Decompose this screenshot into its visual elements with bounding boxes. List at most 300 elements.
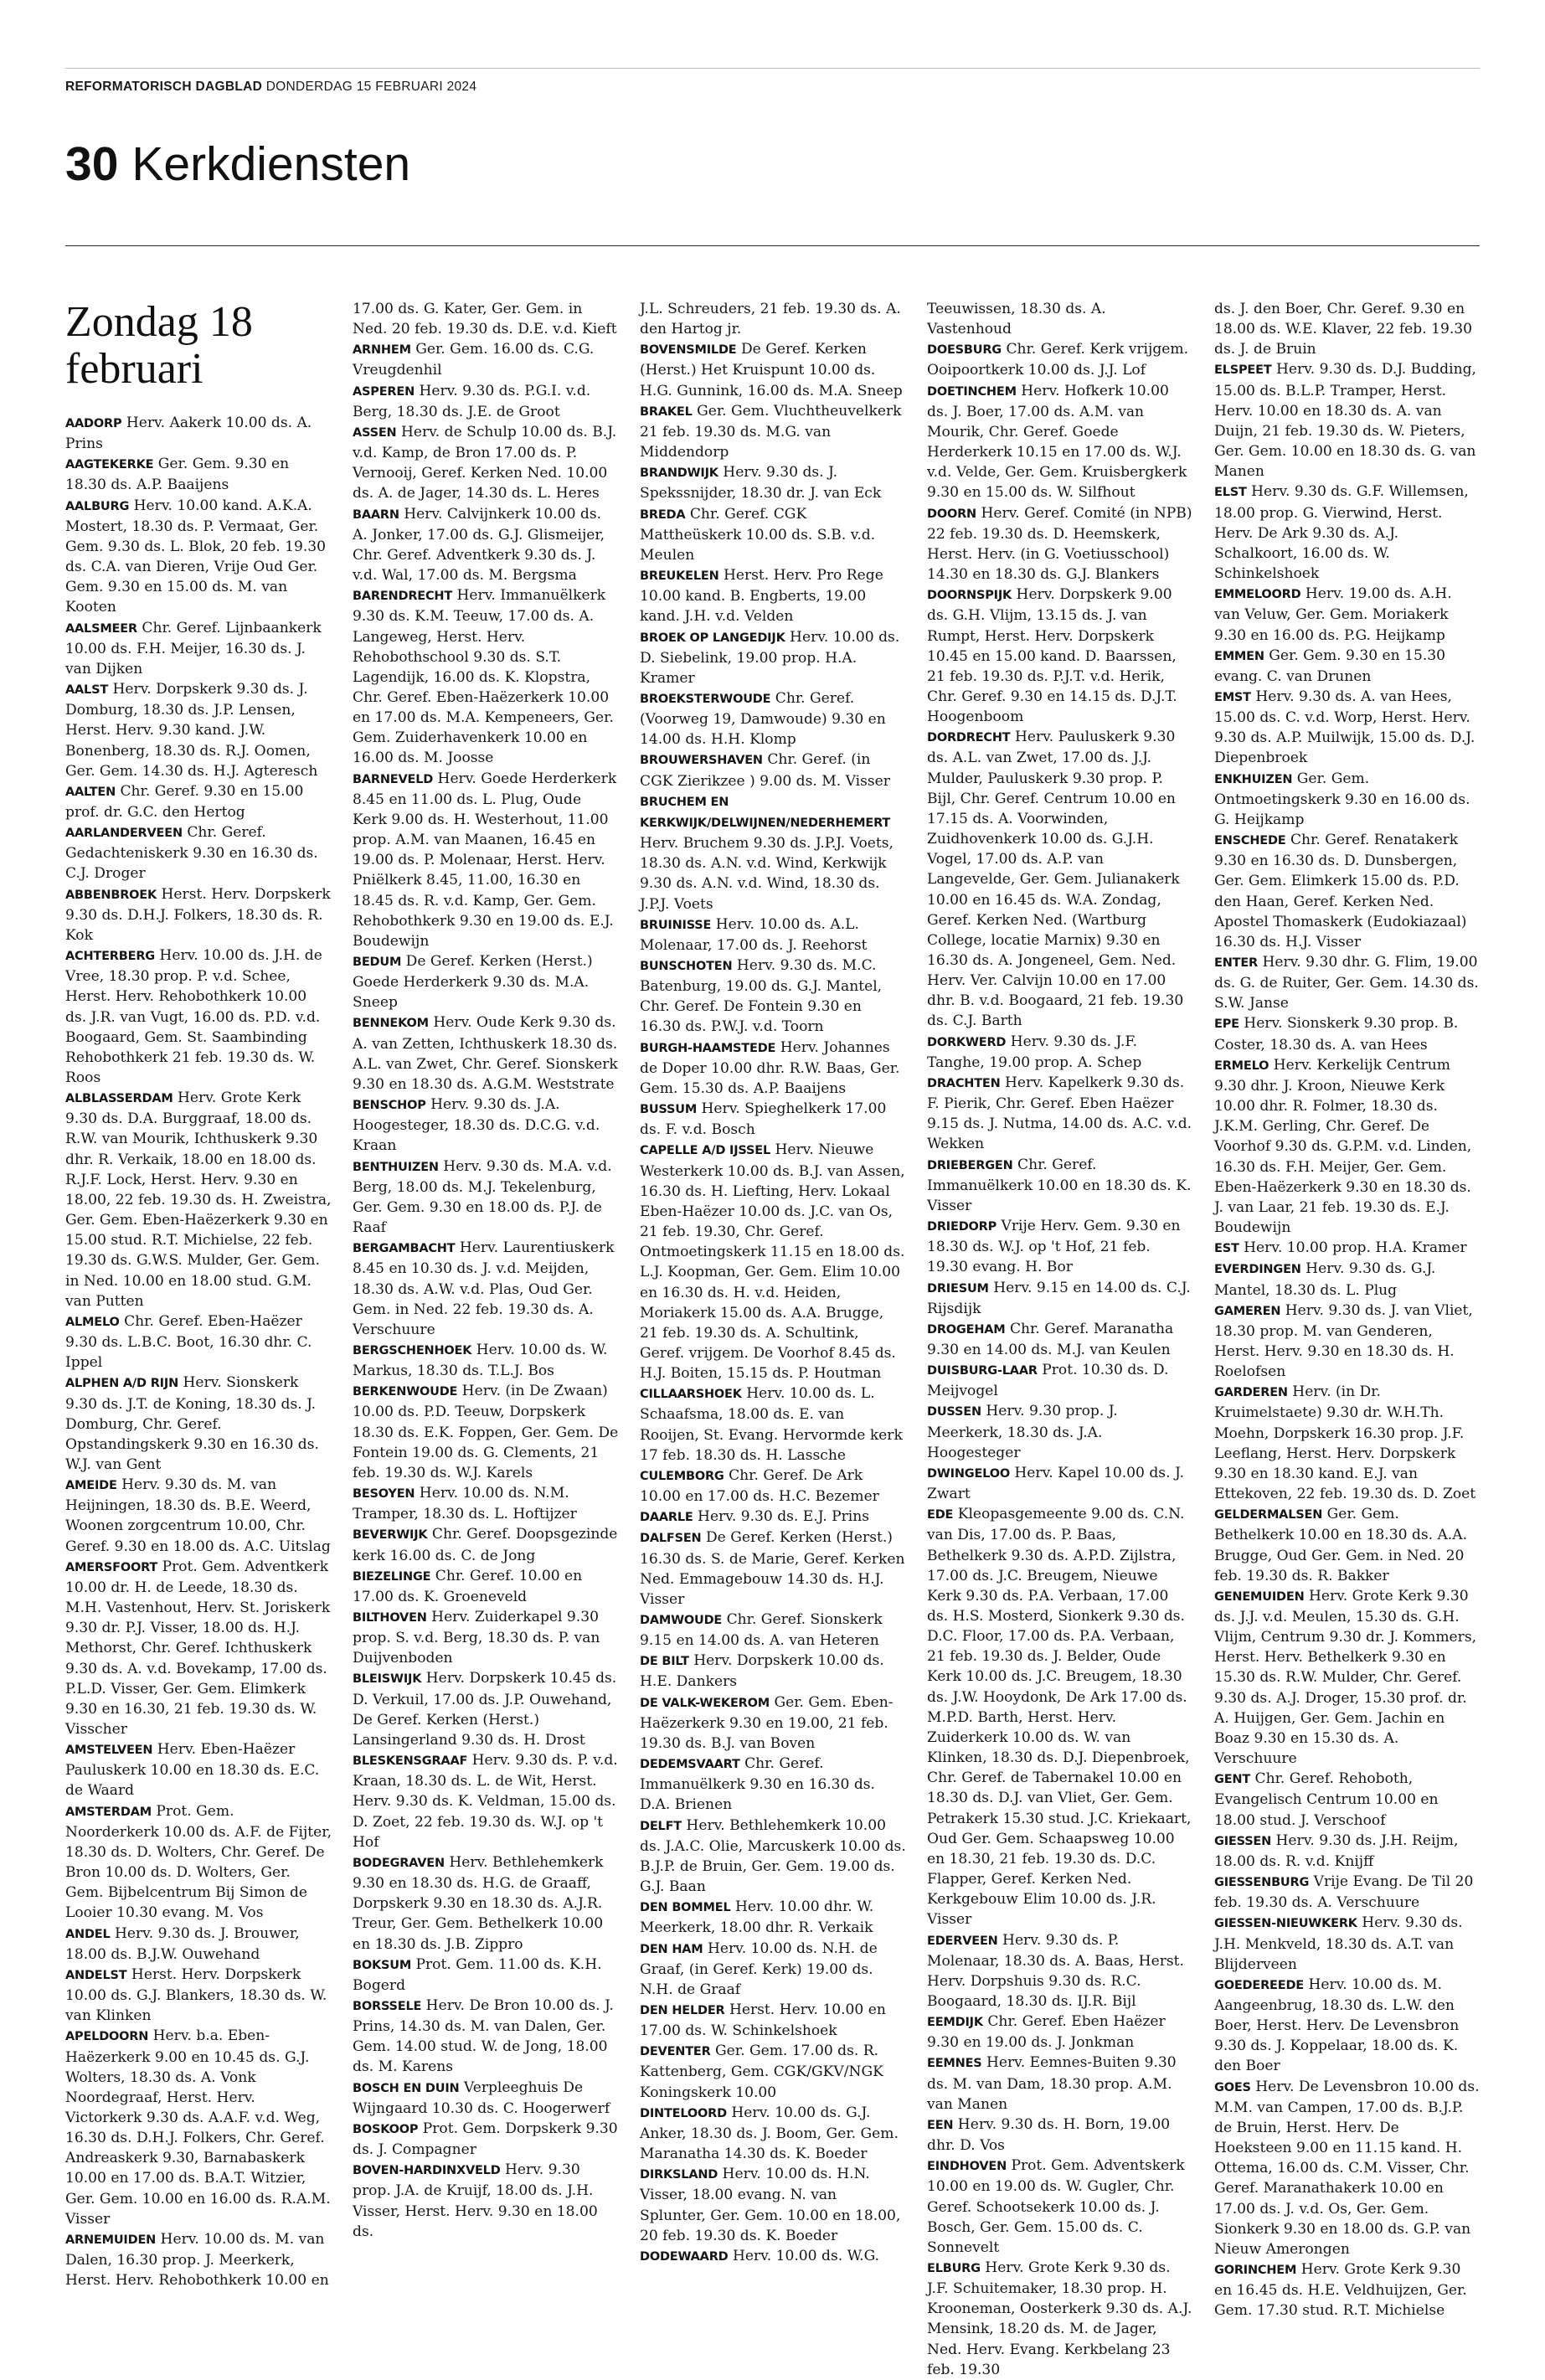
- service-details: Herst. Herv. 10.00 en 17.00 ds. W. Schinkelshoek: [640, 2001, 886, 2040]
- service-details: Herv. Sionskerk 9.30 prop. B. Coster, 18.30 ds. A. van Hees: [1214, 1015, 1459, 1053]
- place-name: ARNHEM: [353, 343, 411, 358]
- service-entry: [640, 688, 906, 750]
- place-name: DE BILT: [640, 1655, 689, 1669]
- place-name: DODEWAARD: [640, 2249, 729, 2264]
- service-entry: [1214, 830, 1481, 952]
- service-details: Herv. 9.30 ds. M.C. Batenburg, 19.00 ds. G.J. Mantel, Chr. Geref. De Fontein 9.30 en 16.30 ds. P.W.J. v.d. Toorn: [640, 957, 883, 1036]
- service-details: Verpleeghuis De Wijngaard 10.30 ds. C. Hoogerwerf: [353, 2079, 610, 2117]
- service-details: Herv. Kapel 10.00 ds. J. Zwart: [927, 1464, 1184, 1503]
- place-name: ERMELO: [1214, 1059, 1269, 1073]
- service-details: Herv. 10.00 ds. L. Schaafsma, 18.00 ds. E. van Rooijen, St. Evang. Hervormde kerk 17 feb. 18.30 ds. H. Lassche: [640, 1385, 903, 1464]
- service-entry: [353, 1157, 619, 1239]
- service-entry: [1214, 2077, 1481, 2259]
- service-details: Herv. Grote Kerk 9.30 ds. D.A. Burggraaf, 18.00 ds. R.W. van Mourik, Ichthuskerk 9.30 dhr. R. Verkaik, 18.00 en 18.00 ds. R.J.F. Lock, Herst. Herv. 9.30 en 18.00, 22 feb. 19.30 ds. H. Zweistra, Ger. Gem. Eben-Haëzerkerk 9.30 en 15.00 stud. R.T. Michielse, 22 feb. 19.30 ds. G.W.S. Mulder, Ger. Gem. in Ned. 10.00 en 18.00 stud. G.M. van Putten: [65, 1090, 332, 1310]
- service-entry: [927, 1319, 1193, 1360]
- service-details: Ger. Gem. Eben-Haëzerkerk 9.30 en 19.00, 21 feb. 19.30 ds. B.J. van Boven: [640, 1693, 894, 1752]
- place-name: DOETINCHEM: [927, 384, 1017, 399]
- service-details: Herv. 9.30 ds. J. Brouwer, 18.00 ds. B.J.W. Ouwehand: [65, 1924, 300, 1963]
- service-entry: [1214, 1259, 1481, 1300]
- service-entry: [65, 1088, 332, 1311]
- service-details: Vrije Evang. De Til 20 feb. 19.30 ds. A. Verschuure: [1214, 1873, 1474, 1912]
- place-name: ALPHEN A/D RIJN: [65, 1377, 179, 1391]
- place-name: ELBURG: [927, 2262, 981, 2275]
- service-entry: [640, 1099, 906, 1140]
- service-entry: [640, 1140, 906, 1383]
- service-details: Chr. Geref. Maranatha 9.30 en 14.00 ds. M.J. van Keulen: [927, 1320, 1174, 1358]
- service-details: Herv. 9.30 prop. J.A. de Kruijf, 18.00 ds. J.H. Visser, Herst. Herv. 9.30 en 18.00 ds.: [353, 2161, 598, 2240]
- service-details: 17.00 ds. G. Kater, Ger. Gem. in Ned. 20 feb. 19.30 ds. D.E. v.d. Kieft: [353, 301, 617, 338]
- service-details: Herv. 10.00 dhr. W. Meerkerk, 18.00 dhr. R. Verkaik: [640, 1898, 874, 1937]
- place-name: BOSKOOP: [353, 2122, 419, 2136]
- service-entry: [640, 750, 906, 791]
- service-entry: [65, 679, 332, 781]
- place-name: BENNEKOM: [353, 1017, 429, 1031]
- service-details: Herv. 10.00 ds. N.M. Tramper, 18.30 ds. L. Hoftijzer: [353, 1485, 577, 1523]
- place-name: DWINGELOO: [927, 1466, 1010, 1481]
- service-details: Ger. Gem. Ontmoetingskerk 9.30 en 16.00 ds. G. Heijkamp: [1214, 770, 1470, 828]
- service-entry: [1214, 646, 1481, 687]
- top-rule: [65, 68, 1480, 69]
- place-name: ANDEL: [65, 1927, 111, 1941]
- place-name: BUNSCHOTEN: [640, 960, 733, 973]
- service-details: Prot. Gem. 11.00 ds. K.H. Bogerd: [353, 1955, 602, 1994]
- service-entry: [640, 2041, 906, 2102]
- service-entry: [927, 381, 1193, 503]
- place-name: AADORP: [65, 417, 122, 430]
- column-2: [353, 299, 619, 2240]
- service-entry: [1214, 1913, 1481, 1974]
- place-name: ABBENBROEK: [65, 888, 157, 902]
- service-details: Herv. Dorpskerk 10.45 ds. D. Verkuil, 17.00 ds. J.P. Ouwehand, De Geref. Kerken (Herst.) Lansingerland 9.30 ds. H. Drost: [353, 1670, 617, 1749]
- service-details: Herv. 9.30 prop. J. Meerkerk, 18.30 ds. J.A. Hoogesteger: [927, 1403, 1118, 1461]
- place-name: DAARLE: [640, 1511, 693, 1525]
- day-title: Zondag 18 februari: [65, 298, 253, 393]
- service-entry: [640, 1466, 906, 1507]
- service-details: Herv. Zuiderkapel 9.30 prop. S. v.d. Berg, 18.30 ds. P. van Duijvenboden: [353, 1609, 600, 1667]
- place-name: GOES: [1214, 2080, 1251, 2094]
- place-name: AALTEN: [65, 785, 116, 799]
- service-details: Herv. 10.00 ds. W.G.: [732, 2247, 880, 2264]
- service-entry: [353, 1095, 619, 1156]
- place-name: BORSSELE: [353, 1999, 422, 2013]
- service-details: Herv. 9.30 ds. J.F. Tanghe, 19.00 prop. A. Schep: [927, 1033, 1142, 1071]
- place-name: AMEIDE: [65, 1479, 117, 1493]
- service-entry: [927, 1278, 1193, 1319]
- place-name: GELDERMALSEN: [1214, 1508, 1323, 1522]
- place-name: DUSSEN: [927, 1405, 981, 1419]
- service-entry: [1214, 1586, 1481, 1769]
- place-name: DEN HAM: [640, 1942, 703, 1956]
- place-name: BOVENSMILDE: [640, 343, 737, 358]
- service-details: J.L. Schreuders, 21 feb. 19.30 ds. A. den Hartog jr.: [640, 301, 901, 338]
- service-details: Herv. Geref. Comité (in NPB) 22 feb. 19.30 ds. D. Heemskerk, Herst. Herv. (in G. Voetiusschool) 14.30 en 18.30 ds. G.J. Blankers: [927, 504, 1192, 584]
- service-entry: [353, 1668, 619, 1750]
- place-name: DRACHTEN: [927, 1076, 1001, 1090]
- service-details: Herv. Laurentiuskerk 8.45 en 10.30 ds. J. v.d. Meijden, 18.30 ds. A.W. v.d. Plas, Oud Ger. Gem. in Ned. 22 feb. 19.30 ds. A. Verschuure: [353, 1239, 615, 1338]
- service-details: Kleopasgemeente 9.00 ds. C.N. van Dis, 17.00 ds. P. Baas, Bethelkerk 9.30 ds. A.P.D. Zijlstra, 17.00 ds. J.C. Breugem, Nieuwe Kerk 9.30 ds. P.A. Verbaan, 17.00 ds. H.S. Mosterd, Sionkerk 9.30 ds. D.C. Floor, 17.00 ds. P.A. Verbaan, 21 feb. 19.30 ds. J. Belder, Oude Kerk 10.00 ds. J.C. Breugem, 18.30 ds. J.W. Hooydonk, De Ark 17.00 ds. M.P.D. Barth, Herst. Herv. Zuiderkerk 10.00 ds. W. van Klinken, 18.30 ds. D.J. Diepenbroek, Chr. Geref. de Tabernakel 10.00 en 18.30 ds. D.J. van Vliet, Ger. Gem. Petrakerk 15.30 stud. J.C. Kriekaart, Oud Ger. Gem. Schaapsweg 10.00 en 18.30, 21 feb. 19.30 ds. D.C. Flapper, Geref. Kerken Ned. Kerkgebouw Elim 10.00 ds. J.R. Visser: [927, 1506, 1192, 1929]
- section-rule: [65, 245, 1480, 246]
- running-header: [65, 80, 476, 95]
- service-entry: [65, 822, 332, 883]
- service-details: Chr. Geref. Eben Haëzer 9.30 en 19.00 ds. J. Jonkman: [927, 2013, 1166, 2052]
- place-name: BRANDWIJK: [640, 466, 718, 481]
- service-entry: [640, 2246, 906, 2267]
- service-details: Chr. Geref. Immanuëlkerk 10.00 en 18.30 ds. K. Visser: [927, 1156, 1192, 1214]
- place-name: CULEMBORG: [640, 1469, 724, 1483]
- place-name: EDE: [927, 1508, 954, 1522]
- service-entry: [353, 769, 619, 951]
- service-details: Herv. Bethlehemkerk 9.30 en 18.30 ds. H.G. de Graaff, Dorpskerk 9.30 en 18.30 ds. A.J.R. Treur, Ger. Gem. Bethelkerk 10.00 en 18.30 ds. J.B. Zippro: [353, 1853, 604, 1953]
- service-details: Herv. Hofkerk 10.00 ds. J. Boer, 17.00 ds. A.M. van Mourik, Chr. Geref. Goede Herderkerk 10.15 en 17.00 ds. W.J. v.d. Velde, Ger. Gem. Kruisbergkerk 9.30 en 15.00 ds. W. Silfhout: [927, 382, 1187, 502]
- service-details: Herv. (in Dr. Kruimelstaete) 9.30 dr. W.H.Th. Moehn, Dorpskerk 16.30 prop. J.F. Leeflang, Herst. Herv. Dorpskerk 9.30 en 18.30 kand. E.J. van Ettekoven, 22 feb. 19.30 ds. D. Zoet: [1214, 1383, 1476, 1503]
- service-details: Herv. 9.30 ds. M.A. v.d. Berg, 18.00 ds. M.J. Tekelenburg, Ger. Gem. 9.30 en 18.00 ds. P.J. de Raaf: [353, 1157, 612, 1237]
- place-name: EINDHOVEN: [927, 2160, 1007, 2174]
- place-name: BILTHOVEN: [353, 1611, 427, 1625]
- service-entry: [65, 781, 332, 822]
- service-entry: [65, 1373, 332, 1475]
- service-entry: [353, 1607, 619, 1668]
- place-name: DEVENTER: [640, 2045, 711, 2059]
- service-details: Herv. 9.30 dhr. G. Flim, 19.00 ds. G. de Ruiter, Ger. Gem. 14.30 ds. S.W. Janse: [1214, 954, 1479, 1012]
- place-name: AARLANDERVEEN: [65, 827, 183, 841]
- service-entry: [353, 1566, 619, 1607]
- place-name: EMMELOORD: [1214, 588, 1301, 602]
- service-entry: [640, 1939, 906, 2000]
- place-name: GENT: [1214, 1773, 1251, 1787]
- place-name: DROGEHAM: [927, 1322, 1006, 1337]
- service-entry: [353, 1012, 619, 1095]
- place-name: GIESSEN-NIEUWKERK: [1214, 1917, 1357, 1931]
- service-entry: [1214, 1769, 1481, 1830]
- place-name: BAARN: [353, 507, 399, 522]
- service-entry: [927, 727, 1193, 1031]
- service-details: Herv. Eemnes-Buiten 9.30 ds. M. van Dam, 18.30 prop. A.M. van Manen: [927, 2054, 1177, 2113]
- service-entry: [1214, 1872, 1481, 1913]
- service-details: Herv. 9.30 ds. G.J. Mantel, 18.30 ds. L. Plug: [1214, 1260, 1436, 1299]
- service-details: Herv. Kerkelijk Centrum 9.30 dhr. J. Kroon, Nieuwe Kerk 10.00 dhr. R. Folmer, 18.30 ds. J.K.M. Gerling, Chr. Geref. De Voorhof 9.30 ds. G.P.M. v.d. Linden, 16.30 ds. F.H. Meijer, Ger. Gem. Eben-Haëzerkerk 9.30 en 18.30 ds. J. van Laar, 21 feb. 19.30 ds. E.J. Boudewijn: [1214, 1056, 1472, 1237]
- service-details: Herv. Kapelkerk 9.30 ds. F. Pierik, Chr. Geref. Eben Haëzer 9.15 ds. J. Nutma, 14.00 ds. A.C. v.d. Wekken: [927, 1074, 1192, 1153]
- service-entry: [1214, 1831, 1481, 1872]
- place-name: BIEZELINGE: [353, 1569, 431, 1584]
- place-name: BERKENWOUDE: [353, 1385, 458, 1399]
- place-name: AMSTERDAM: [65, 1805, 152, 1819]
- place-name: DUISBURG-LAAR: [927, 1364, 1038, 1378]
- place-name: AALST: [65, 683, 109, 698]
- place-name: BLESKENSGRAAF: [353, 1754, 468, 1769]
- service-entry: [65, 454, 332, 495]
- place-name: EPE: [1214, 1017, 1239, 1032]
- service-details: Chr. Geref. Kerk vrijgem. Ooipoortkerk 10.00 ds. J.J. Lof: [927, 341, 1189, 379]
- service-entry: [640, 1507, 906, 1527]
- place-name: BOKSUM: [353, 1958, 412, 1972]
- service-entry: [640, 299, 906, 339]
- service-details: Herv. 9.30 ds. J.H. Reijm, 18.00 ds. R. v.d. Knijff: [1214, 1831, 1459, 1870]
- service-entry: [927, 1360, 1193, 1401]
- service-details: Prot. Gem. Adventkerk 10.00 dr. H. de Leede, 18.30 ds. M.H. Vastenhout, Herv. St. Joriskerk 9.30 dr. P.J. Visser, 18.00 ds. H.J. Methorst, Chr. Geref. Ichthuskerk 9.30 ds. A. v.d. Bovekamp, 17.00 ds. P.L.D. Visser, Ger. Gem. Elimkerk 9.30 en 16.30, 21 feb. 19.30 ds. W. Visscher: [65, 1558, 331, 1738]
- place-name: BOVEN-HARDINXVELD: [353, 2164, 501, 2178]
- service-details: Herst. Herv. Pro Rege 10.00 kand. B. Engberts, 19.00 kand. J.H. v.d. Velden: [640, 567, 883, 626]
- place-name: BEDUM: [353, 956, 402, 969]
- service-details: Teeuwissen, 18.30 ds. A. Vastenhoud: [927, 301, 1106, 338]
- service-entry: [927, 2012, 1193, 2053]
- service-entry: [640, 1692, 906, 1754]
- service-details: Herv. 9.30 ds. J.A. Hoogesteger, 18.30 ds. D.C.G. v.d. Kraan: [353, 1096, 600, 1155]
- service-details: Vrije Herv. Gem. 9.30 en 18.30 ds. W.J. op 't Hof, 21 feb. 19.30 evang. H. Bor: [927, 1218, 1181, 1276]
- place-name: DELFT: [640, 1819, 682, 1833]
- service-entry: [1214, 299, 1481, 359]
- service-details: Herv. Eben-Haëzer Pauluskerk 10.00 en 18.30 ds. E.C. de Waard: [65, 1741, 320, 1800]
- place-name: BARNEVELD: [353, 772, 434, 786]
- place-name: GIESSEN: [1214, 1834, 1272, 1848]
- service-entry: [1214, 482, 1481, 584]
- service-details: Herv. 10.00 ds. A.L. Molenaar, 17.00 ds. J. Reehorst: [640, 915, 868, 954]
- service-entry: [640, 1610, 906, 1651]
- service-details: Herv. De Bron 10.00 ds. J. Prins, 14.30 ds. M. van Dalen, Ger. Gem. 14.00 stud. W. de Jong, 18.00 ds. M. Karens: [353, 1996, 614, 2076]
- service-details: Herv. Grote Kerk 9.30 ds. J.J. v.d. Meulen, 15.30 ds. G.H. Vlijm, Centrum 9.30 dr. J. Kommers, Herst. Herv. Bethelkerk 9.30 en 15.30 ds. R.W. Mulder, Chr. Geref. 9.30 ds. A.J. Droger, 15.30 prof. dr. A. Huijgen, Ger. Gem. Jachin en Boaz 9.30 en 15.30 ds. A. Verschuure: [1214, 1587, 1477, 1768]
- service-entry: [640, 627, 906, 688]
- service-entry: [353, 504, 619, 586]
- service-entry: [927, 1401, 1193, 1462]
- place-name: ENKHUIZEN: [1214, 772, 1293, 786]
- service-entry: [65, 1924, 332, 1965]
- service-entry: [640, 1383, 906, 1466]
- service-entry: [65, 1801, 332, 1924]
- column-1: [65, 298, 332, 2290]
- service-entry: [353, 951, 619, 1012]
- place-name: AAGTEKERKE: [65, 458, 154, 472]
- place-name: BARENDRECHT: [353, 590, 453, 604]
- service-details: Chr. Geref. CGK Mattheüskerk 10.00 ds. S.B. v.d. Meulen: [640, 505, 876, 564]
- place-name: APELDOORN: [65, 2030, 149, 2044]
- service-entry: [65, 1311, 332, 1373]
- place-name: BUSSUM: [640, 1103, 698, 1117]
- place-name: EEN: [927, 2118, 954, 2132]
- service-details: De Geref. Kerken (Herst.) Het Kruispunt 10.00 ds. H.G. Gunnink, 16.00 ds. M.A. Sneep: [640, 341, 903, 399]
- service-details: Herv. 19.00 ds. A.H. van Veluw, Ger. Gem. Moriakerk 9.30 en 16.00 ds. P.G. Heijkamp: [1214, 585, 1452, 644]
- service-entry: [65, 1557, 332, 1739]
- service-details: Herv. 9.30 ds. M. van Heijningen, 18.30 ds. B.E. Weerd, Woonen zorgcentrum 10.00, Chr. Geref. 9.30 en 18.00 ds. A.C. Uitslag: [65, 1476, 331, 1555]
- service-details: Herv. Dorpskerk 9.00 ds. G.H. Vlijm, 13.15 ds. J. van Rumpt, Herst. Herv. Dorpskerk 10.45 en 15.00 kand. D. Baarssen, 21 feb. 19.30 ds. P.J.T. v.d. Herik, Chr. Geref. 9.30 en 14.15 ds. D.J.T. Hoogenboom: [927, 586, 1177, 726]
- service-details: Prot. 10.30 ds. D. Meijvogel: [927, 1362, 1169, 1400]
- service-details: Ger. Gem. Vluchtheuvelkerk 21 feb. 19.30 ds. M.G. van Middendorp: [640, 402, 902, 461]
- place-name: CAPELLE A/D IJSSEL: [640, 1144, 770, 1158]
- service-entry: [353, 1524, 619, 1565]
- place-name: AALSMEER: [65, 621, 137, 636]
- service-entry: [640, 1897, 906, 1938]
- service-entry: [65, 1475, 332, 1557]
- service-entry: [1214, 769, 1481, 830]
- place-name: ENSCHEDE: [1214, 834, 1286, 848]
- service-details: Ger. Gem. 16.00 ds. C.G. Vreugdenhil: [353, 341, 595, 379]
- place-name: EMMEN: [1214, 649, 1264, 663]
- place-name: ELST: [1214, 486, 1247, 500]
- service-entry: [640, 2164, 906, 2246]
- service-entry: [1214, 1301, 1481, 1383]
- service-details: Herv. 10.00 ds. G.J. Anker, 18.30 ds. J. Boom, Ger. Gem. Maranatha 14.30 ds. K. Boeder: [640, 2104, 899, 2163]
- place-name: AMERSFOORT: [65, 1560, 158, 1574]
- service-details: Herv. 10.00 ds. W. Markus, 18.30 ds. T.L.J. Bos: [353, 1341, 608, 1380]
- service-details: Herv. (in De Zwaan) 10.00 ds. P.D. Teeuw, Dorpskerk 18.30 ds. E.K. Foppen, Ger. Gem. De Fontein 19.00 ds. G. Clements, 21 feb. 19.30 ds. W.J. Karels: [353, 1383, 619, 1481]
- place-name: EST: [1214, 1242, 1239, 1256]
- service-details: Herv. De Levensbron 10.00 ds. M.M. van Campen, 17.00 ds. B.J.P. de Bruin, Herst. Herv. De Hoeksteen 9.00 en 11.15 kand. H. Ottema, 16.00 ds. C.M. Visser, Chr. Geref. Maranathakerk 10.00 en 17.00 ds. J. v.d. Os, Ger. Gem. Sionkerk 9.30 en 18.00 ds. G.P. van Nieuw Amerongen: [1214, 2078, 1480, 2258]
- place-name: EMST: [1214, 690, 1251, 704]
- service-details: Herv. Bethlehemkerk 10.00 ds. J.A.C. Olie, Marcuskerk 10.00 ds. B.J.P. de Bruin, Ger. Gem. 19.00 ds. G.J. Baan: [640, 1816, 906, 1896]
- service-details: Herv. Johannes de Doper 10.00 dhr. R.W. Baas, Ger. Gem. 15.30 ds. A.P. Baaijens: [640, 1038, 900, 1097]
- place-name: BRUINISSE: [640, 918, 712, 932]
- service-details: Chr. Geref. (in CGK Zierikzee ) 9.00 ds. M. Visser: [640, 751, 890, 790]
- service-details: Herv. Dorpskerk 9.30 ds. J. Domburg, 18.30 ds. J.P. Lensen, Herst. Herv. 9.30 kand. J.W. Bonenberg, 18.30 ds. R.J. Oomen, Ger. Gem. 14.30 ds. H.J. Agteresch: [65, 681, 318, 780]
- service-details: Herv. Grote Kerk 9.30 en 16.45 ds. H.E. Veldhuijzen, Ger. Gem. 17.30 stud. R.T. Michielse: [1214, 2261, 1467, 2320]
- place-name: AALBURG: [65, 499, 130, 513]
- service-details: Herv. Grote Kerk 9.30 ds. J.F. Schuitemaker, 18.30 prop. H. Krooneman, Oosterkerk 9.30 ds. A.J. Mensink, 18.20 ds. M. de Jager, Ned. Herv. Evang. Kerkbelang 23 feb. 19.30: [927, 2259, 1192, 2378]
- service-details: Chr. Geref. Rehoboth, Evangelisch Centrum 10.00 en 18.00 stud. J. Verschoof: [1214, 1770, 1439, 1829]
- place-name: GOEDEREEDE: [1214, 1978, 1304, 1992]
- service-entry: [927, 2258, 1193, 2380]
- service-details: Herv. Dorpskerk 10.00 ds. H.E. Dankers: [640, 1652, 884, 1691]
- service-details: Herv. 9.30 ds. P. v.d. Kraan, 18.30 ds. L. de Wit, Herst. Herv. 9.30 ds. K. Veldman, 15.00 ds. D. Zoet, 22 feb. 19.30 ds. W.J. op 't Hof: [353, 1752, 618, 1851]
- place-name: BURGH-HAAMSTEDE: [640, 1041, 776, 1055]
- service-details: Herv. 10.00 ds. D. Siebelink, 19.00 prop. H.A. Kramer: [640, 628, 900, 687]
- place-name: DRIESUM: [927, 1281, 989, 1296]
- newspaper-name: REFORMATORISCH DAGBLAD: [65, 80, 263, 94]
- place-name: BROEKSTERWOUDE: [640, 692, 771, 706]
- place-name: DAMWOUDE: [640, 1614, 723, 1627]
- service-entry: [65, 413, 332, 454]
- place-name: BENSCHOP: [353, 1099, 426, 1113]
- service-entry: [1214, 952, 1481, 1013]
- place-name: GARDEREN: [1214, 1386, 1288, 1400]
- place-name: ANDELST: [65, 1968, 127, 1982]
- service-entry: [65, 1739, 332, 1800]
- service-entry: [65, 945, 332, 1088]
- service-details: Herv. Sionskerk 9.30 ds. J.T. de Koning, 18.30 ds. J. Domburg, Chr. Geref. Opstandingskerk 9.30 en 16.30 ds. W.J. van Gent: [65, 1374, 319, 1473]
- service-entry: [1214, 1382, 1481, 1504]
- service-entry: [927, 1930, 1193, 2012]
- place-name: ACHTERBERG: [65, 950, 155, 964]
- service-entry: [65, 618, 332, 679]
- service-entry: [640, 1038, 906, 1099]
- service-entry: [640, 1527, 906, 1610]
- service-entry: [65, 1965, 332, 2026]
- service-details: Herv. 10.00 ds. J.H. de Vree, 18.30 prop. P. v.d. Schee, Herst. Herv. Rehobothkerk 10.00 ds. J.R. van Vugt, 16.00 ds. P.D. v.d. Boogaard, Gem. St. Saambinding Rehobothkerk 21 feb. 19.30 ds. W. Roos: [65, 947, 322, 1086]
- service-entry: [927, 1032, 1193, 1073]
- place-name: DORKWERD: [927, 1035, 1007, 1049]
- column-4: [927, 299, 1193, 2378]
- service-entry: [65, 2229, 332, 2290]
- service-entry: [65, 884, 332, 945]
- service-entry: [927, 2156, 1193, 2258]
- place-name: ELSPEET: [1214, 363, 1272, 378]
- service-entry: [640, 1651, 906, 1692]
- service-details: Herv. 10.00 kand. A.K.A. Mostert, 18.30 ds. P. Vermaat, Ger. Gem. 9.30 ds. L. Blok, 20 feb. 19.30 ds. C.A. van Dieren, Vrije Oud Ger. Gem. 9.30 en 15.00 ds. M. van Kooten: [65, 497, 327, 616]
- service-details: Herst. Herv. Dorpskerk 9.30 ds. D.H.J. Folkers, 18.30 ds. R. Kok: [65, 885, 331, 944]
- service-details: Herv. Bruchem 9.30 ds. J.P.J. Voets, 18.30 ds. A.N. v.d. Wind, Kerkwijk 9.30 ds. A.N. v.d. Wind, 18.30 ds. J.P.J. Voets: [640, 835, 894, 913]
- place-name: GAMEREN: [1214, 1304, 1281, 1318]
- place-name: DOORNSPIJK: [927, 589, 1012, 603]
- place-name: DALFSEN: [640, 1532, 702, 1546]
- service-details: Herv. 9.30 ds. G.F. Willemsen, 18.00 prop. G. Vierwind, Herst. Herv. De Ark 9.30 ds. A.J. Schalkoort, 16.00 ds. W. Schinkelshoek: [1214, 483, 1469, 583]
- place-name: BRUCHEM EN KERKWIJK/DELWIJNEN/NEDERHEMERT: [640, 795, 891, 830]
- service-details: Prot. Gem. Adventskerk 10.00 en 19.00 ds. W. Gugler, Chr. Geref. Schootsekerk 10.00 ds. J. Bosch, Ger. Gem. 15.00 ds. C. Sonnevelt: [927, 2157, 1185, 2256]
- service-entry: [640, 914, 906, 956]
- service-details: Chr. Geref. Immanuëlkerk 9.30 en 16.30 ds. D.A. Brienen: [640, 1755, 875, 1814]
- place-name: DIRKSLAND: [640, 2168, 718, 2182]
- service-details: Herv. 9.15 en 14.00 ds. C.J. Rijsdijk: [927, 1279, 1191, 1317]
- service-entry: [353, 2160, 619, 2242]
- place-name: BESOYEN: [353, 1487, 415, 1502]
- service-details: Herv. 9.30 ds. A. van Hees, 15.00 ds. C. v.d. Worp, Herst. Herv. 9.30 ds. A.P. Muilwijk, 15.00 ds. D.J. Diepenbroek: [1214, 688, 1475, 767]
- service-details: De Geref. Kerken (Herst.) Goede Herderkerk 9.30 ds. M.A. Sneep: [353, 953, 593, 1012]
- service-entry: [640, 1816, 906, 1898]
- service-entry: [640, 1754, 906, 1815]
- service-entry: [353, 1483, 619, 1524]
- service-details: Herv. 10.00 ds. M. van Dalen, 16.30 prop. J. Meerkerk, Herst. Herv. Rehobothkerk 10.00 en: [65, 2230, 329, 2290]
- service-details: ds. J. den Boer, Chr. Geref. 9.30 en 18.00 ds. W.E. Klaver, 22 feb. 19.30 ds. J. de Bruin: [1214, 301, 1473, 358]
- service-entry: [927, 2053, 1193, 2114]
- place-name: BROEK OP LANGEDIJK: [640, 631, 785, 645]
- service-entry: [1214, 1055, 1481, 1238]
- service-details: Herv. 10.00 ds. M. Aangeenbrug, 18.30 ds. L.W. den Boer, Herst. Herv. De Levensbron 9.30 ds. J. Koppelaar, 18.00 ds. K. den Boer: [1214, 1976, 1460, 2075]
- service-entry: [1214, 1238, 1481, 1259]
- service-details: Herv. Oude Kerk 9.30 ds. A. van Zetten, Ichthuskerk 18.30 ds. A.L. van Zwet, Chr. Geref. Sionskerk 9.30 en 18.30 ds. A.G.M. Weststrate: [353, 1014, 618, 1093]
- service-entry: [640, 339, 906, 400]
- service-details: Herv. 9.30 ds. J. van Vliet, 18.30 prop. M. van Genderen, Herst. Herv. 9.30 en 18.30 ds. H. Roelofsen: [1214, 1301, 1473, 1381]
- service-details: Chr. Geref. 10.00 en 17.00 ds. K. Groeneveld: [353, 1567, 583, 1605]
- service-details: Herv. Aakerk 10.00 ds. A. Prins: [65, 415, 312, 453]
- service-details: Chr. Geref. Doopsgezinde kerk 16.00 ds. C. de Jong: [353, 1526, 618, 1564]
- place-name: ARNEMUIDEN: [65, 2233, 157, 2247]
- service-details: Herv. 9.30 ds. D.J. Budding, 15.00 ds. B.L.P. Tramper, Herst. Herv. 10.00 en 18.30 ds. A. van Duijn, 21 feb. 19.30 ds. W. Pieters, Ger. Gem. 10.00 en 18.30 ds. G. van Manen: [1214, 361, 1476, 481]
- place-name: BEVERWIJK: [353, 1528, 428, 1543]
- service-entry: [927, 1504, 1193, 1929]
- place-name: BRAKEL: [640, 404, 693, 419]
- service-details: Herv. 9.30 ds. J. Spekssnijder, 18.30 dr. J. van Eck: [640, 464, 882, 502]
- place-name: ALMELO: [65, 1315, 120, 1329]
- service-details: Chr. Geref. Lijnbaankerk 10.00 ds. F.H. Meijer, 16.30 ds. J. van Dijken: [65, 619, 322, 677]
- place-name: DINTELOORD: [640, 2106, 727, 2120]
- service-entry: [927, 585, 1193, 727]
- place-name: DE VALK-WEKEROM: [640, 1696, 770, 1710]
- service-entry: [353, 585, 619, 768]
- place-name: BROUWERSHAVEN: [640, 754, 763, 768]
- service-details: Herv. 9.30 ds. J.H. Menkveld, 18.30 ds. A.T. van Blijderveen: [1214, 1914, 1463, 1973]
- place-name: EEMDIJK: [927, 2016, 983, 2030]
- place-name: DEN HELDER: [640, 2003, 725, 2017]
- service-entry: [353, 1381, 619, 1483]
- service-entry: [640, 565, 906, 626]
- service-entry: [640, 2103, 906, 2164]
- section-heading: [65, 137, 411, 191]
- service-details: Ger. Gem. 9.30 en 18.30 ds. A.P. Baaijens: [65, 456, 290, 494]
- place-name: ASSEN: [353, 425, 397, 440]
- service-details: Herv. de Schulp 10.00 ds. B.J. v.d. Kamp, de Bron 17.00 ds. P. Vernooij, Geref. Kerken Ned. 10.00 ds. A. de Jager, 14.30 ds. L. Heres: [353, 423, 617, 502]
- service-details: Chr. Geref. Renatakerk 9.30 en 16.30 ds. D. Dunsbergen, Ger. Gem. Elimkerk 15.00 ds. P.D. den Haan, Geref. Kerken Ned. Apostel Thomaskerk (Eudokiazaal) 16.30 ds. H.J. Visser: [1214, 832, 1467, 950]
- service-details: Chr. Geref. (Voorweg 19, Damwoude) 9.30 en 14.00 ds. H.H. Klomp: [640, 689, 886, 749]
- service-entry: [640, 2000, 906, 2041]
- service-details: Ger. Gem. 17.00 ds. R. Kattenberg, Gem. CGK/GKV/NGK Koningskerk 10.00: [640, 2043, 883, 2101]
- service-entry: [1214, 1504, 1481, 1586]
- service-entry: [1214, 584, 1481, 645]
- place-name: DORDRECHT: [927, 731, 1011, 745]
- service-details: Herv. Spieghelkerk 17.00 ds. F. v.d. Bosch: [640, 1100, 887, 1139]
- service-entry: [1214, 1013, 1481, 1054]
- place-name: BODEGRAVEN: [353, 1856, 445, 1870]
- service-entry: [353, 2119, 619, 2160]
- place-name: BOSCH EN DUIN: [353, 2081, 460, 2095]
- service-details: Prot. Gem. Dorpskerk 9.30 ds. J. Compagner: [353, 2120, 618, 2159]
- service-entry: [65, 496, 332, 618]
- service-entry: [927, 1216, 1193, 1277]
